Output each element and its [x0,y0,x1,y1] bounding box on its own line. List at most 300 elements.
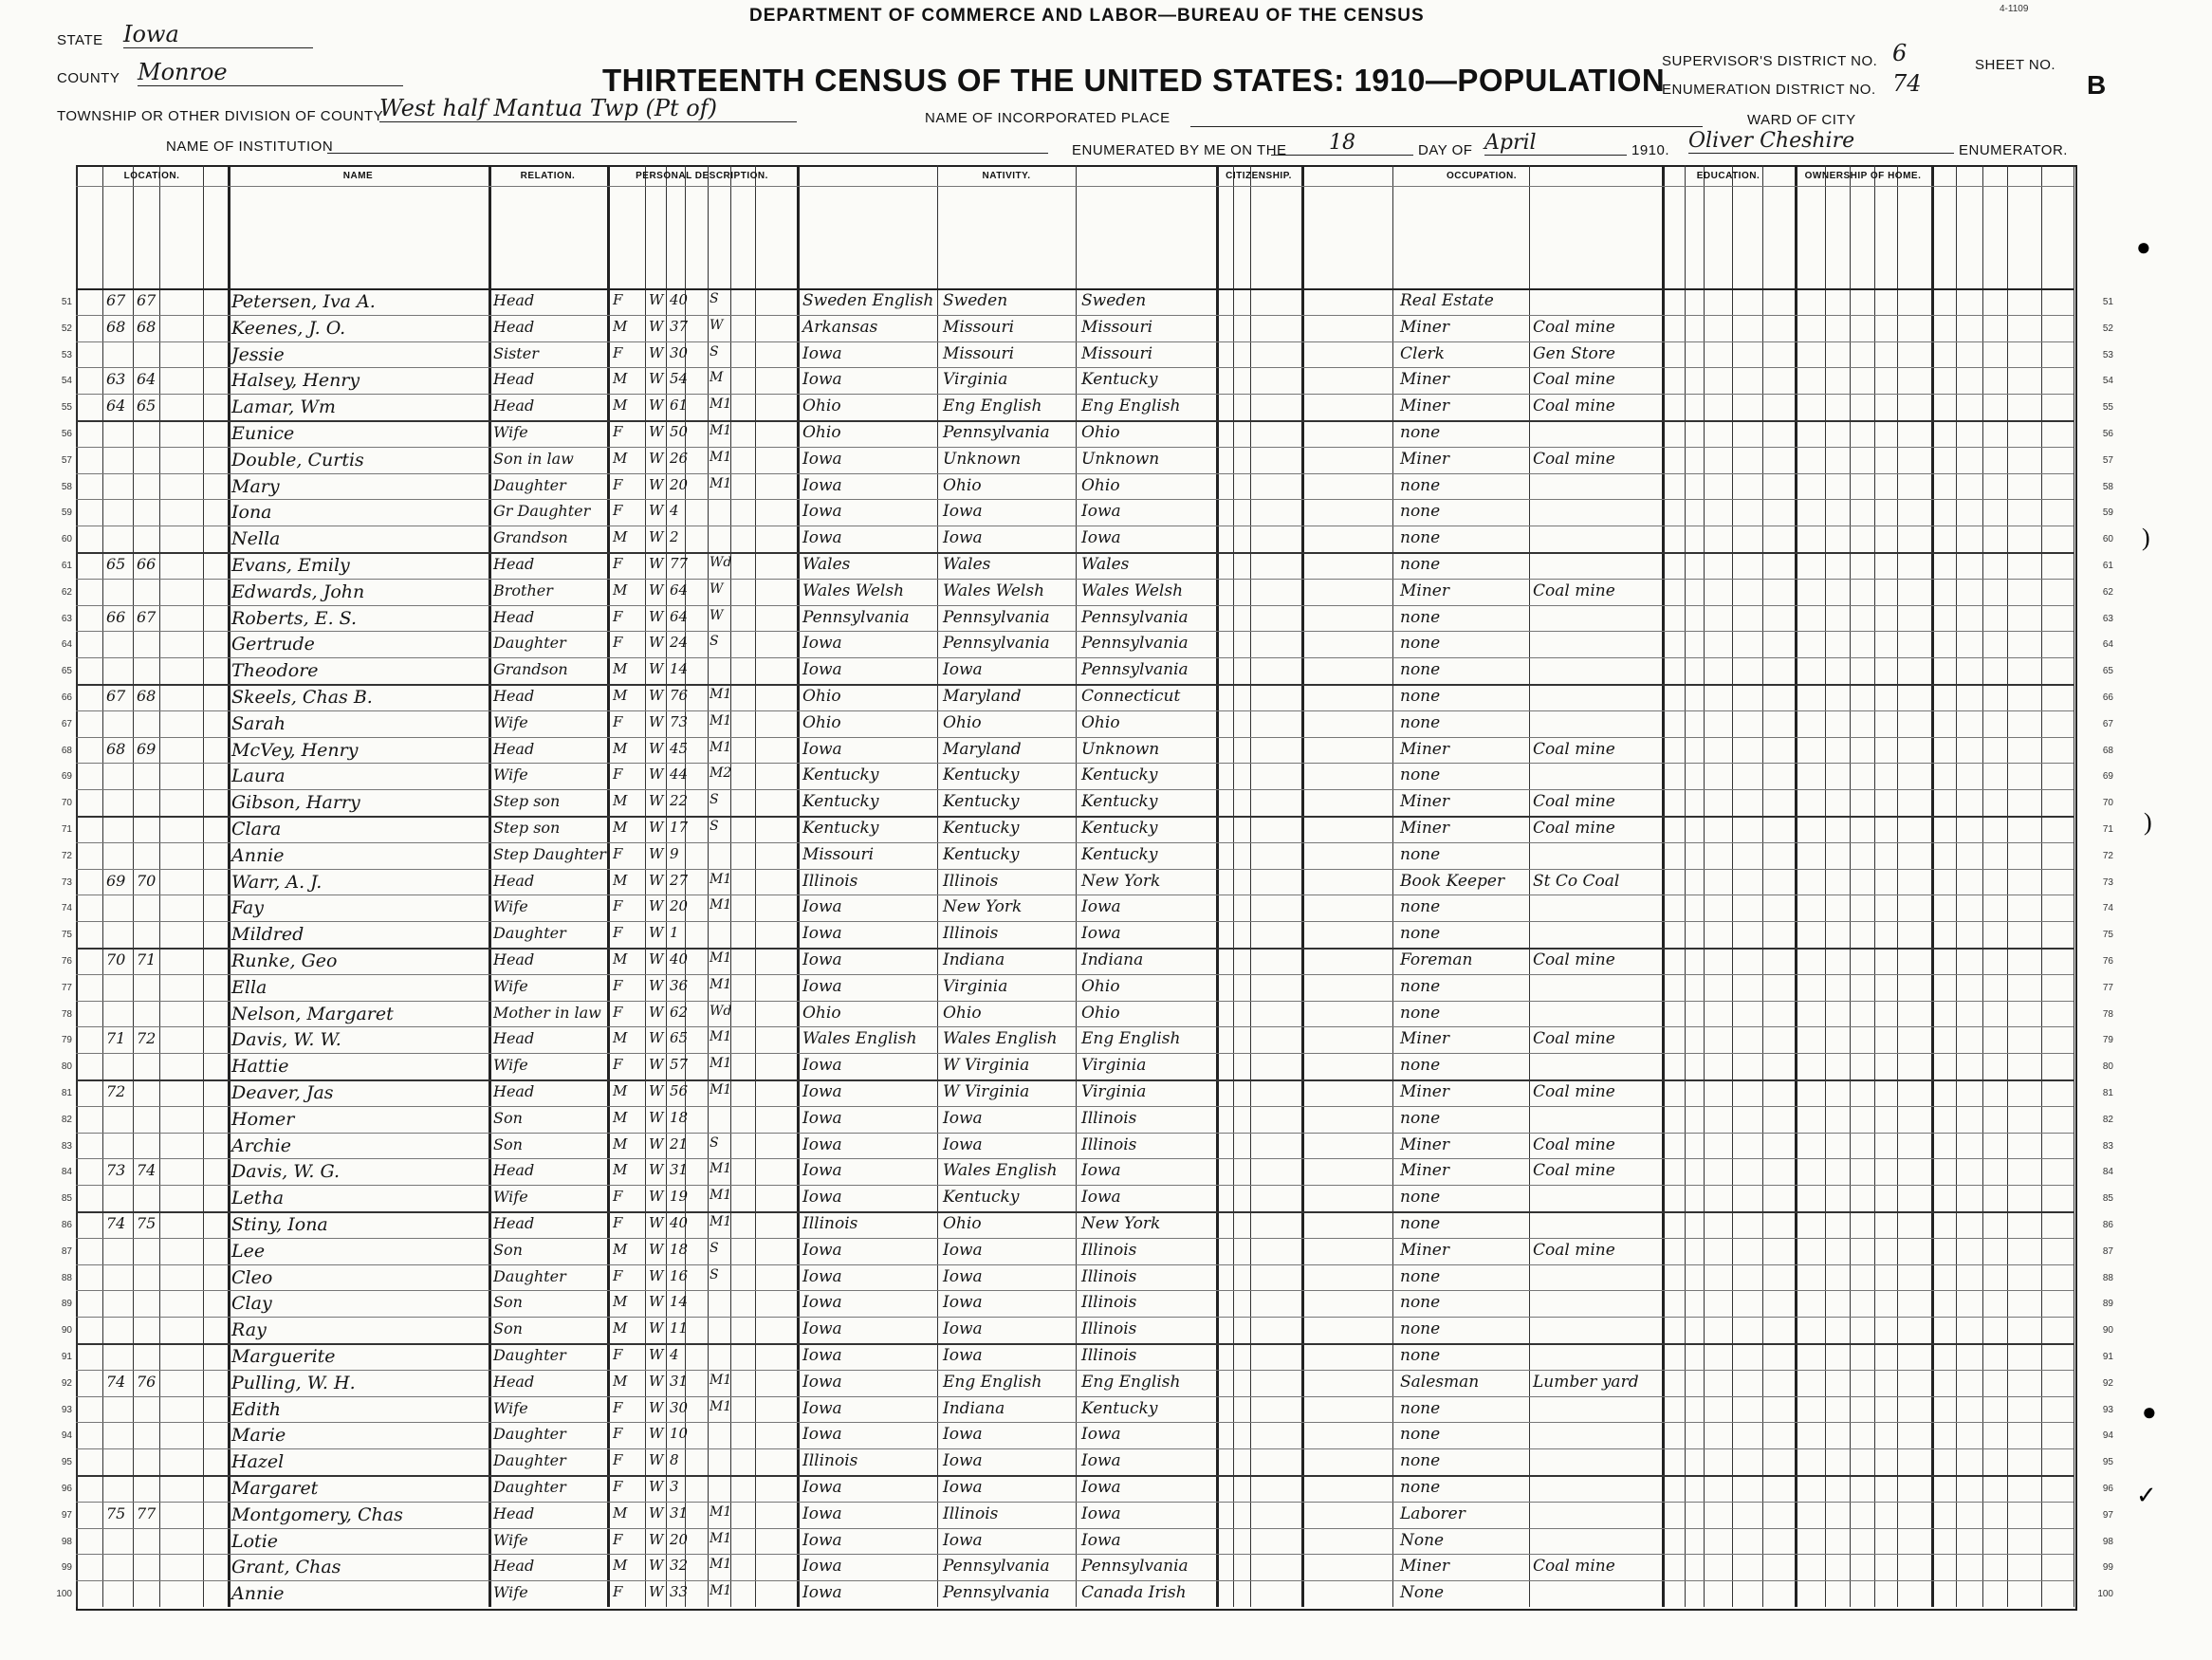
row-mother: Iowa [1081,1161,1121,1181]
row-birthplace: Iowa [802,370,842,390]
column-divider [102,165,103,1607]
column-divider [755,165,756,1607]
line-number: 61 [61,561,72,571]
row-occupation: none [1400,765,1441,785]
row-race: W [649,1214,664,1231]
line-number-right: 65 [2102,666,2113,677]
row-occupation: none [1400,976,1441,996]
row-name: Edith [231,1398,281,1420]
row-divider [76,367,2074,368]
row-name: Mary [231,475,280,497]
row-sex: F [613,844,623,862]
row-father: Wales English [943,1029,1058,1049]
row-sex: F [613,1346,623,1363]
row-relation: Grandson [493,660,568,679]
line-number: 80 [61,1061,72,1073]
row-name: Montgomery, Chas [231,1503,403,1525]
row-birthplace: Iowa [802,1425,842,1445]
margin-bullet: ● [2142,1398,2157,1426]
row-marital: S [710,819,719,834]
row-name: Lamar, Wm [231,397,336,418]
row-father: Kentucky [943,765,1020,785]
row-sex: F [613,475,623,493]
row-divider [76,869,2074,870]
row-father: Indiana [943,950,1005,969]
column-divider [708,165,709,1607]
row-occupation: Miner [1400,1557,1449,1577]
row-dwelling: 68 [106,317,126,336]
line-number: 52 [61,323,72,334]
row-industry: Coal mine [1533,370,1615,390]
row-sex: F [613,634,623,652]
row-marital: S [710,1240,719,1256]
row-marital: S [710,634,719,650]
row-age: 33 [670,1583,689,1601]
row-race: W [649,1583,664,1601]
row-relation: Head [493,555,535,573]
row-family: 72 [137,1029,157,1048]
column-divider [1233,165,1234,1607]
row-father: Illinois [943,871,999,891]
row-race: W [649,502,664,520]
row-age: 16 [670,1266,689,1284]
line-number: 82 [61,1114,72,1125]
row-sex: F [613,1188,623,1206]
enumerator-name: Oliver Cheshire [1688,129,1954,154]
row-race: W [649,1029,664,1047]
row-age: 61 [670,397,689,415]
row-industry: Coal mine [1533,950,1615,969]
row-divider [76,394,2074,395]
row-dwelling: 75 [106,1503,126,1522]
row-divider [76,1528,2074,1529]
row-race: W [649,1319,664,1337]
row-mother: Pennsylvania [1081,607,1189,627]
line-number-right: 67 [2102,718,2113,729]
line-number-right: 63 [2102,613,2113,624]
column-divider [76,165,77,1607]
census-table [76,165,2077,1611]
row-father: Ohio [943,712,982,732]
row-age: 18 [670,1108,689,1126]
row-mother: Kentucky [1081,792,1158,812]
row-occupation: none [1400,660,1441,680]
row-divider [76,816,2074,818]
line-number-right: 78 [2102,1008,2113,1020]
place-label: NAME OF INCORPORATED PLACE [925,110,1171,126]
row-name: Clay [231,1293,272,1315]
line-number-right: 92 [2102,1377,2113,1389]
line-number: 76 [61,956,72,967]
row-age: 20 [670,897,689,915]
row-occupation: None [1400,1530,1445,1550]
line-number-right: 70 [2102,798,2113,809]
row-dwelling: 65 [106,555,126,573]
row-relation: Son [493,1108,523,1127]
row-marital: M1 [710,1082,732,1097]
column-header: LOCATION. [123,171,180,181]
row-marital: M1 [710,871,732,887]
row-name: Double, Curtis [231,449,364,470]
row-birthplace: Iowa [802,1319,842,1339]
line-number-right: 52 [2102,323,2113,334]
row-birthplace: Iowa [802,1134,842,1154]
row-race: W [649,1108,664,1126]
column-divider [1301,165,1304,1607]
enumeration-label: ENUMERATION DISTRICT NO. [1662,82,1876,98]
row-birthplace: Iowa [802,1530,842,1550]
row-age: 31 [670,1503,689,1522]
row-sex: M [613,449,628,467]
row-family: 71 [137,950,157,968]
row-father: Virginia [943,370,1008,390]
line-number-right: 75 [2102,930,2113,941]
row-marital: M1 [710,449,732,465]
row-relation: Wife [493,765,528,784]
row-divider [76,1502,2074,1503]
row-marital: M1 [710,475,732,491]
row-name: Halsey, Henry [231,370,360,392]
row-age: 73 [670,712,689,730]
row-mother: Iowa [1081,897,1121,917]
row-marital: S [710,1266,719,1282]
row-birthplace: Sweden English [802,291,934,310]
row-relation: Wife [493,1056,528,1075]
row-age: 14 [670,1293,689,1311]
row-father: Iowa [943,1293,983,1313]
row-divider [76,1158,2074,1159]
row-mother: Eng English [1081,1029,1181,1049]
row-occupation: none [1400,1346,1441,1365]
line-number-right: 60 [2102,534,2113,545]
column-divider [1732,165,1733,1607]
line-number: 77 [61,982,72,993]
line-number-right: 95 [2102,1457,2113,1468]
row-relation: Head [493,1372,535,1391]
row-relation: Head [493,1214,535,1232]
line-number: 69 [61,771,72,783]
row-marital: M1 [710,1056,732,1072]
margin-paren: ) [2142,524,2150,551]
row-occupation: none [1400,1056,1441,1076]
row-relation: Head [493,291,535,309]
row-father: Iowa [943,1346,983,1365]
row-father: Ohio [943,1003,982,1023]
row-relation: Head [493,1029,535,1048]
row-father: Illinois [943,924,999,944]
row-father: Missouri [943,343,1015,363]
row-birthplace: Iowa [802,449,842,469]
row-sex: M [613,687,628,704]
line-number-right: 62 [2102,586,2113,598]
row-sex: M [613,819,628,836]
row-age: 40 [670,1214,689,1231]
line-number: 90 [61,1325,72,1337]
line-number: 51 [61,297,72,307]
line-number: 79 [61,1035,72,1046]
row-marital: S [710,291,719,306]
place-line [1190,125,1703,127]
row-relation: Wife [493,1188,528,1207]
row-divider [76,1238,2074,1239]
column-divider [1529,165,1530,1607]
row-birthplace: Iowa [802,1583,842,1603]
row-industry: Coal mine [1533,1082,1615,1101]
row-race: W [649,1398,664,1416]
row-race: W [649,343,664,361]
row-name: Clara [231,819,282,839]
row-mother: Illinois [1081,1108,1137,1128]
row-occupation: Miner [1400,819,1449,838]
line-number: 93 [61,1404,72,1415]
row-age: 4 [670,1346,679,1363]
line-number-right: 61 [2102,561,2113,571]
row-name: Cleo [231,1266,273,1288]
row-age: 54 [670,370,689,388]
row-industry: Coal mine [1533,581,1615,600]
column-divider [1216,165,1219,1607]
row-father: Maryland [943,739,1022,759]
row-mother: Ohio [1081,475,1120,495]
row-father: Iowa [943,502,983,522]
row-birthplace: Ohio [802,423,841,442]
row-father: Kentucky [943,819,1020,838]
row-birthplace: Iowa [802,1188,842,1208]
row-race: W [649,1293,664,1311]
county-value: Monroe [138,59,403,86]
row-marital: S [710,792,719,808]
row-birthplace: Iowa [802,528,842,548]
row-occupation: none [1400,607,1441,627]
row-mother: Kentucky [1081,1398,1158,1418]
row-name: Eunice [231,423,295,444]
row-mother: Ohio [1081,976,1120,996]
row-relation: Daughter [493,1266,566,1285]
row-race: W [649,871,664,889]
row-age: 30 [670,1398,689,1416]
row-mother: Virginia [1081,1082,1147,1101]
row-dwelling: 73 [106,1161,126,1180]
row-name: Margaret [231,1478,319,1499]
line-number-right: 54 [2102,376,2113,387]
row-sex: M [613,317,628,335]
row-dwelling: 71 [106,1029,126,1048]
row-name: Nella [231,528,281,550]
row-race: W [649,660,664,678]
row-marital: Wd [710,1003,732,1019]
row-sex: M [613,528,628,546]
row-name: Skeels, Chas B. [231,687,373,708]
row-sex: M [613,581,628,599]
row-mother: Iowa [1081,924,1121,944]
row-divider [76,1475,2074,1477]
row-race: W [649,1056,664,1074]
row-divider [76,447,2074,448]
row-dwelling: 69 [106,871,126,890]
row-sex: M [613,1372,628,1390]
column-divider [133,165,134,1607]
row-race: W [649,475,664,493]
row-name: Edwards, John [231,581,365,602]
row-birthplace: Iowa [802,897,842,917]
row-divider [76,1185,2074,1186]
row-marital: M1 [710,1372,732,1388]
column-divider [1795,165,1797,1607]
row-race: W [649,555,664,572]
row-divider [76,473,2074,474]
line-number-right: 99 [2102,1562,2113,1574]
row-race: W [649,1425,664,1443]
row-relation: Son in law [493,449,574,468]
row-occupation: none [1400,634,1441,654]
row-name: Davis, W. W. [231,1029,341,1051]
line-number: 97 [61,1509,72,1521]
row-marital: W [710,317,724,333]
row-dwelling: 67 [106,687,126,705]
row-divider [76,1448,2074,1449]
line-number: 86 [61,1220,72,1230]
row-divider [76,552,2074,554]
row-age: 40 [670,950,689,968]
line-number-right: 96 [2102,1484,2113,1494]
row-father: Wales Welsh [943,581,1045,600]
row-race: W [649,449,664,467]
row-industry: Coal mine [1533,317,1615,337]
section-divider [76,186,2074,187]
row-divider [76,1026,2074,1027]
row-birthplace: Arkansas [802,317,878,337]
row-sex: F [613,897,623,915]
row-name: Roberts, E. S. [231,607,358,629]
line-number: 64 [61,639,72,651]
row-mother: Illinois [1081,1346,1137,1365]
row-sex: F [613,1056,623,1074]
row-birthplace: Iowa [802,475,842,495]
line-number-right: 66 [2102,692,2113,703]
row-age: 18 [670,1240,689,1258]
row-race: W [649,1266,664,1284]
column-divider [1662,165,1665,1607]
row-birthplace: Iowa [802,343,842,363]
row-age: 1 [670,924,679,942]
row-age: 19 [670,1188,689,1206]
row-father: New York [943,897,1023,917]
line-number: 83 [61,1140,72,1152]
line-number: 55 [61,402,72,414]
row-sex: M [613,1319,628,1337]
row-occupation: none [1400,924,1441,944]
row-age: 65 [670,1029,689,1047]
line-number-right: 55 [2102,402,2113,414]
row-relation: Wife [493,712,528,731]
row-name: Annie [231,1583,285,1605]
row-marital: M [710,370,724,386]
row-age: 57 [670,1056,689,1074]
row-father: Sweden [943,291,1008,310]
row-age: 50 [670,423,689,440]
row-father: Wales English [943,1161,1058,1181]
row-sex: F [613,1478,623,1495]
line-number-right: 56 [2102,429,2113,439]
line-number: 54 [61,376,72,387]
row-father: Illinois [943,1503,999,1523]
row-race: W [649,1478,664,1495]
row-father: Pennsylvania [943,607,1050,627]
line-number-right: 59 [2102,507,2113,519]
row-sex: F [613,343,623,361]
enumerator-label: ENUMERATOR. [1959,142,2068,158]
row-age: 40 [670,291,689,308]
row-name: Pulling, W. H. [231,1372,356,1393]
line-number: 65 [61,666,72,677]
row-family: 68 [137,317,157,336]
row-sex: M [613,1108,628,1126]
line-number: 56 [61,429,72,439]
row-father: Iowa [943,1478,983,1497]
line-number-right: 98 [2102,1536,2113,1547]
column-header: PERSONAL DESCRIPTION. [636,171,768,181]
row-age: 11 [670,1319,689,1337]
row-mother: Missouri [1081,343,1153,363]
row-divider [76,1396,2074,1397]
row-mother: Illinois [1081,1266,1137,1286]
row-sex: F [613,1583,623,1601]
row-sex: F [613,1266,623,1284]
row-mother: Illinois [1081,1240,1137,1260]
row-birthplace: Ohio [802,397,841,416]
row-relation: Wife [493,423,528,441]
row-father: Iowa [943,1530,983,1550]
row-mother: Pennsylvania [1081,634,1189,654]
margin-paren: ) [2144,808,2152,836]
enumeration-value: 74 [1892,70,1922,97]
row-occupation: Real Estate [1400,291,1494,310]
row-race: W [649,1346,664,1363]
row-name: Stiny, Iona [231,1214,328,1235]
line-number: 92 [61,1377,72,1389]
row-mother: Iowa [1081,1451,1121,1471]
row-marital: M1 [710,1530,732,1546]
row-mother: Ohio [1081,1003,1120,1023]
row-occupation: none [1400,1214,1441,1233]
row-relation: Daughter [493,1425,566,1444]
row-divider [76,1422,2074,1423]
line-number: 88 [61,1272,72,1283]
row-mother: Missouri [1081,317,1153,337]
township-label: TOWNSHIP OR OTHER DIVISION OF COUNTY [57,108,384,124]
line-number: 75 [61,930,72,941]
row-father: Kentucky [943,1188,1020,1208]
row-occupation: Foreman [1400,950,1473,969]
row-age: 76 [670,687,689,704]
row-race: W [649,712,664,730]
row-sex: F [613,765,623,784]
row-relation: Head [493,1503,535,1522]
row-father: Iowa [943,1425,983,1445]
row-relation: Wife [493,897,528,916]
row-divider [76,763,2074,764]
row-industry: Lumber yard [1533,1372,1639,1392]
row-mother: Connecticut [1081,687,1181,706]
enumerated-month: April [1484,131,1627,156]
row-dwelling: 72 [106,1082,126,1100]
line-number: 91 [61,1352,72,1362]
row-marital: M1 [710,976,732,992]
row-father: Wales [943,555,991,574]
row-race: W [649,976,664,994]
row-race: W [649,1240,664,1258]
row-race: W [649,1557,664,1575]
